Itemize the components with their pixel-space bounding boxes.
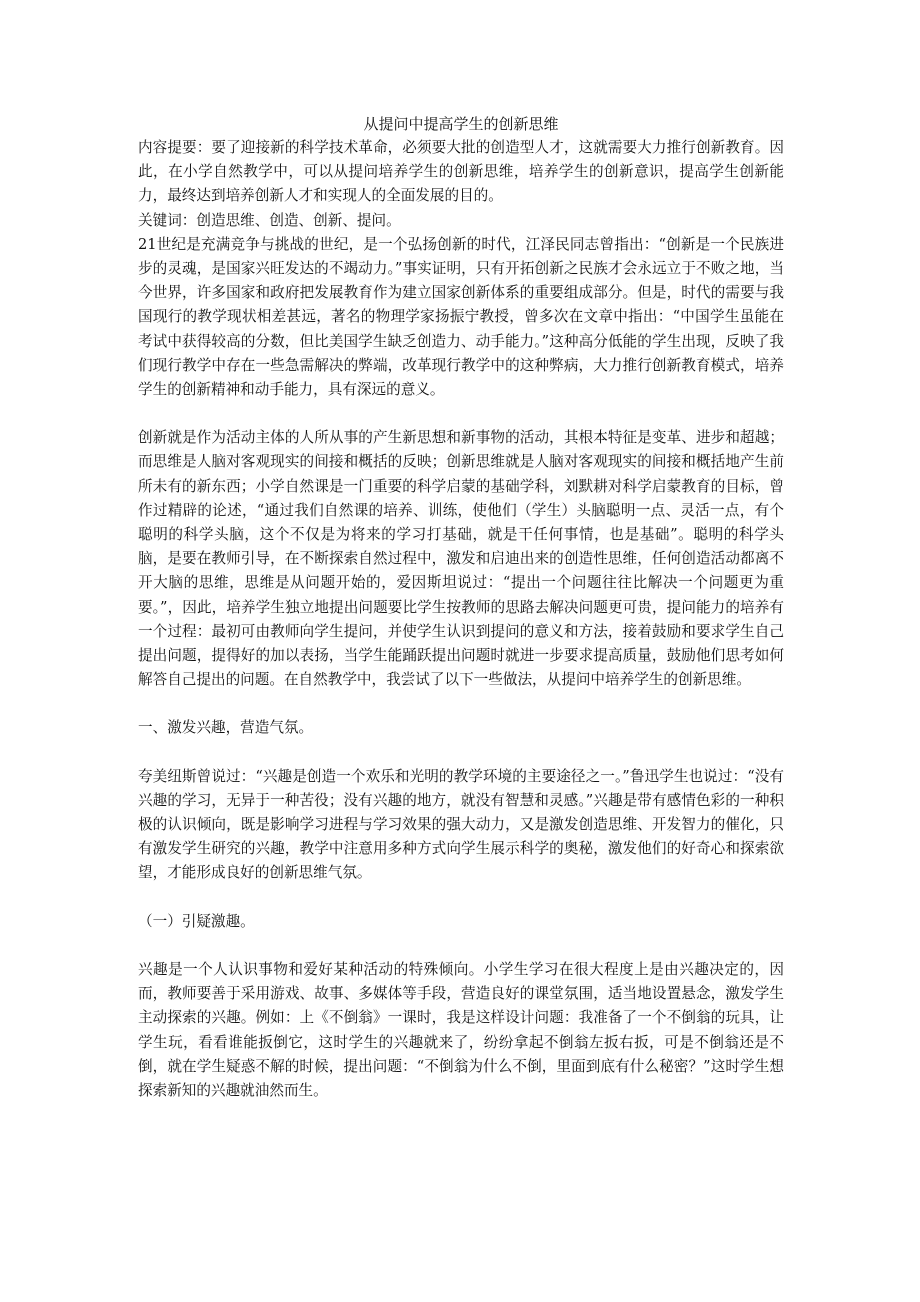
body-paragraph-interest: 夸美纽斯曾说过：“兴趣是创造一个欢乐和光明的教学环境的主要途径之一。”鲁迅学生也说过：“没有兴趣的学习，无异于一种苦役；没有兴趣的地方，就没有智慧和灵感。”兴趣是带有感情色彩的一种积极的认识倾向，既是影响学习进程与学习效果的强大动力，又是激发创造思维、开发智力的催化，只有激发学生研究的兴趣，教学中注意用多种方式向学生展示科学的奥秘，激发他们的好奇心和探索欲望，才能形成良好的创新思维气氛。 (138, 767, 784, 882)
section-heading-1: 一、激发兴趣，营造气氛。 (138, 719, 314, 737)
body-paragraph-example: 兴趣是一个人认识事物和爱好某种活动的特殊倾向。小学生学习在很大程度上是由兴趣决定的，因而，教师要善于采用游戏、故事、多媒体等手段，营造良好的课堂氛围，适当地设置悬念，激发学生主动探索的兴趣。例如：上《不倒翁》一课时，我是这样设计问题：我准备了一个不倒翁的玩具，让学生玩，看看谁能扳倒它，这时学生的兴趣就来了，纷纷拿起不倒翁左扳右扳，可是不倒翁还是不倒，就在学生疑惑不解的时候，提出问题：“不倒翁为什么不倒，里面到底有什么秘密？”这时学生想探索新知的兴趣就油然而生。 (138, 960, 784, 1099)
body-paragraph-innovation: 创新就是作为活动主体的人所从事的产生新思想和新事物的活动，其根本特征是变革、进步和超越；而思维是人脑对客观现实的间接和概括的反映；创新思维就是人脑对客观现实的间接和概括地产生前所未有的新东西；小学自然课是一门重要的科学启蒙的基础学科，刘默耕对科学启蒙教育的目标，曾作过精辟的论述，“通过我们自然课的培养、训练，使他们（学生）头脑聪明一点、灵活一点，有个聪明的科学头脑，这个不仅是为将来的学习打基础，就是干任何事情，也是基础”。聪明的科学头脑，是要在教师引导，在不断探索自然过程中，激发和启迪出来的创造性思维，任何创造活动都离不开大脑的思维，思维是从问题开始的，爱因斯坦说过：“提出一个问题往往比解决一个问题更为重要。”，因此，培养学生独立地提出问题要比学生按教师的思路去解决问题更可贵，提问能力的培养有一个过程：最初可由教师向学生提问，并使学生认识到提问的意义和方法，接着鼓励和要求学生自己提出问题，提得好的加以表扬，当学生能踊跃提出问题时就进一步要求提高质量，鼓励他们思考如何解答自己提出的问题。在自然教学中，我尝试了以下一些做法，从提问中培养学生的创新思维。 (138, 429, 784, 689)
subsection-heading-1: （一）引疑激趣。 (138, 912, 255, 930)
paragraph-gap (138, 741, 784, 765)
keywords-line: 关键词：创造思维、创造、创新、提问。 (138, 211, 401, 229)
intro-paragraph: 21世纪是充满竞争与挑战的世纪，是一个弘扬创新的时代，江泽民同志曾指出：“创新是一个民族进步的灵魂，是国家兴旺发达的不竭动力。”事实证明，只有开拓创新之民族才会永远立于不败之地，当今世界，许多国家和政府把发展教育作为建立国家创新体系的重要组成部分。但是，时代的需要与我国现行的教学现状相差甚远，著名的物理学家扬振宁教授，曾多次在文章中指出：“中国学生虽能在考试中获得较高的分数，但比美国学生缺乏创造力、动手能力。”这种高分低能的学生出现，反映了我们现行教学中存在一些急需解决的弊端，改革现行教学中的这种弊病，大力推行创新教育模式，培养学生的创新精神和动手能力，具有深远的意义。 (138, 235, 784, 399)
paragraph-gap (138, 692, 784, 716)
paragraph-gap (138, 886, 784, 910)
paragraph-gap (138, 934, 784, 958)
document-page (138, 112, 784, 1103)
document-title: 从提问中提高学生的创新思维 (363, 115, 559, 133)
paragraph-gap (138, 402, 784, 426)
abstract-paragraph: 内容提要：要了迎接新的科学技术革命，必须要大批的创造型人才，这就需要大力推行创新教育。因此，在小学自然教学中，可以从提问培养学生的创新思维，培养学生的创新意识，提高学生创新能力，最终达到培养创新人才和实现人的全面发展的目的。 (138, 139, 784, 205)
